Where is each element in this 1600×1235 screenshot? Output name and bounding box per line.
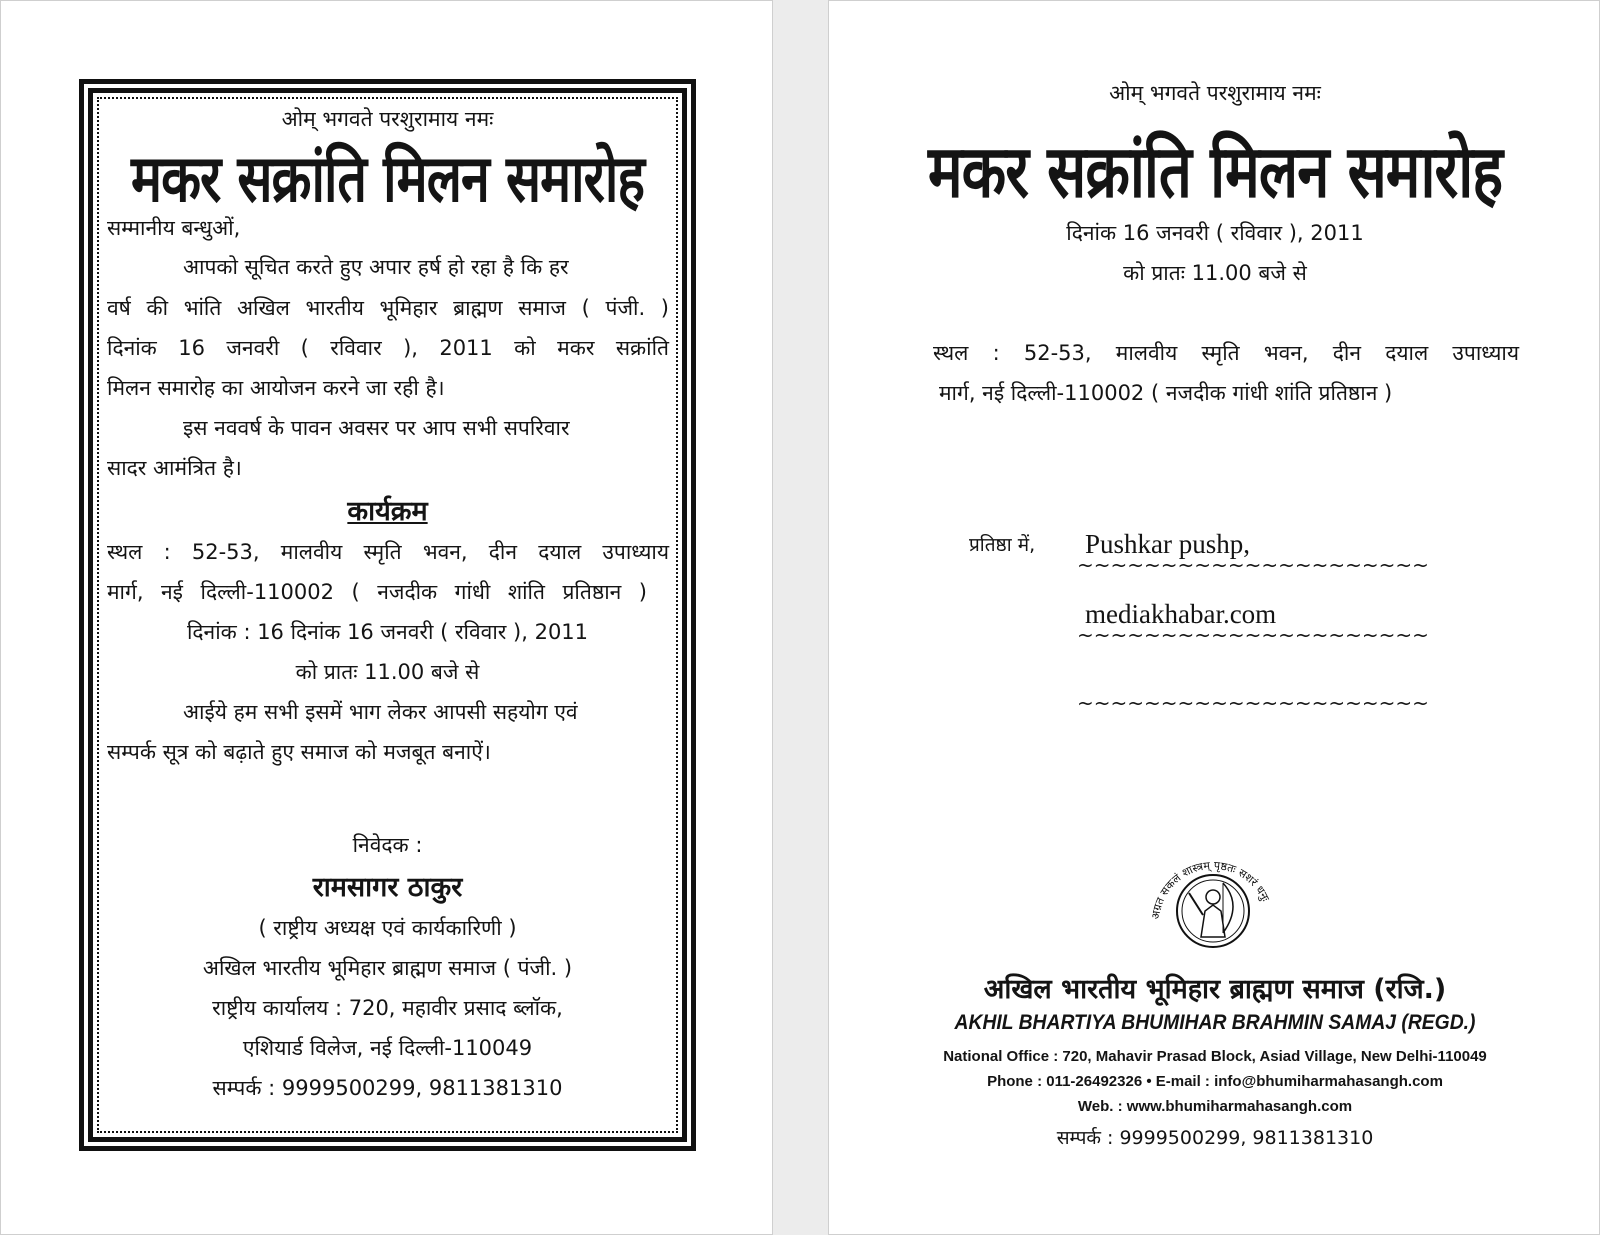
organization-name: अखिल भारतीय भूमिहार ब्राह्मण समाज ( पंजी. ) — [202, 956, 573, 980]
office-address: राष्ट्रीय कार्यालय : 720, महावीर प्रसाद ब्लॉक, — [212, 996, 563, 1020]
envelope-card — [828, 0, 1600, 1235]
body-line: दिनांक 16 जनवरी ( रविवार ), 2011 को मकर सक्रांति — [107, 336, 669, 360]
invocation: ओम् भगवते परशुरामाय नमः — [1109, 81, 1321, 105]
office-address: एशियार्ड विलेज, नई दिल्ली-110049 — [242, 1036, 533, 1060]
body-line: सादर आमंत्रित है। — [107, 456, 242, 480]
body-line: इस नववर्ष के पावन अवसर पर आप सभी सपरिवार — [183, 416, 570, 440]
organization-name-hindi: अखिल भारतीय भूमिहार ब्राह्मण समाज (रजि.) — [983, 974, 1447, 1005]
venue-line: मार्ग, नई दिल्ली-110002 ( नजदीक गांधी शांति प्रतिष्ठान ) — [939, 381, 1393, 405]
organization-seal-icon — [1131, 853, 1295, 953]
salutation: सम्मानीय बन्धुओं, — [107, 216, 241, 240]
national-office-address: National Office : 720, Mahavir Prasad Block, Asiad Village, New Delhi-110049 — [943, 1048, 1487, 1065]
appeal-line: सम्पर्क सूत्र को बढ़ाते हुए समाज को मजबूत बनाऐं। — [107, 740, 491, 764]
invocation: ओम् भगवते परशुरामाय नमः — [281, 107, 494, 131]
body-line: आपको सूचित करते हुए अपार हर्ष हो रहा है कि हर — [183, 255, 569, 279]
requester-role: ( राष्ट्रीय अध्यक्ष एवं कार्यकारिणी ) — [258, 916, 517, 940]
page-title: मकर सक्रांति मिलन समारोह — [130, 142, 645, 218]
appeal-line: आईये हम सभी इसमें भाग लेकर आपसी सहयोग एवं — [183, 700, 578, 724]
page-title: मकर सक्रांति मिलन समारोह — [927, 129, 1503, 215]
addressee-name: Pushkar pushp, — [1085, 529, 1251, 559]
venue-line: मार्ग, नई दिल्ली-110002 ( नजदीक गांधी शांति प्रतिष्ठान ) — [107, 580, 647, 604]
invitation-letter-card — [0, 0, 773, 1235]
seal-text: अग्रत सकलं शास्त्रम् पृष्ठतः सशरं धनुः — [1149, 858, 1272, 921]
event-date: दिनांक : 16 दिनांक 16 जनवरी ( रविवार ), 2011 — [186, 620, 589, 644]
organization-name-english: AKHIL BHARTIYA BHUMIHAR BRAHMIN SAMAJ (REGD.) — [954, 1011, 1476, 1034]
event-time: को प्रातः 11.00 बजे से — [295, 660, 480, 684]
contact-numbers: सम्पर्क : 9999500299, 9811381310 — [212, 1076, 563, 1100]
requester-label: निवेदक : — [352, 833, 423, 857]
addressee-organization: mediakhabar.com — [1085, 599, 1277, 629]
body-line: वर्ष की भांति अखिल भारतीय भूमिहार ब्राह्मण समाज ( पंजी. ) — [107, 296, 669, 320]
address-line: ~~~~~~~~~~~~~~~~~~~~~ — [1077, 691, 1429, 715]
svg-text:अग्रत सकलं शास्त्रम् पृष्ठतः स — [1149, 859, 1272, 920]
addressee-label: प्रतिष्ठा में, — [969, 534, 1036, 556]
website: Web. : www.bhumiharmahasangh.com — [1077, 1098, 1353, 1115]
body-line: मिलन समारोह का आयोजन करने जा रही है। — [107, 376, 445, 400]
address-line: ~~~~~~~~~~~~~~~~~~~~~ — [1077, 553, 1429, 577]
phone-email: Phone : 011-26492326 • E-mail : info@bhumiharmahasangh.com — [987, 1073, 1443, 1090]
requester-name: रामसागर ठाकुर — [312, 872, 463, 903]
venue-line: स्थल : 52-53, मालवीय स्मृति भवन, दीन दयाल उपाध्याय — [933, 341, 1519, 365]
event-time: को प्रातः 11.00 बजे से — [1123, 261, 1307, 285]
address-line: ~~~~~~~~~~~~~~~~~~~~~ — [1077, 623, 1429, 647]
venue-line: स्थल : 52-53, मालवीय स्मृति भवन, दीन दयाल उपाध्याय — [107, 540, 669, 564]
contact-numbers: सम्पर्क : 9999500299, 9811381310 — [1056, 1127, 1374, 1149]
program-heading: कार्यक्रम — [347, 496, 428, 527]
event-date: दिनांक 16 जनवरी ( रविवार ), 2011 — [1066, 221, 1364, 245]
